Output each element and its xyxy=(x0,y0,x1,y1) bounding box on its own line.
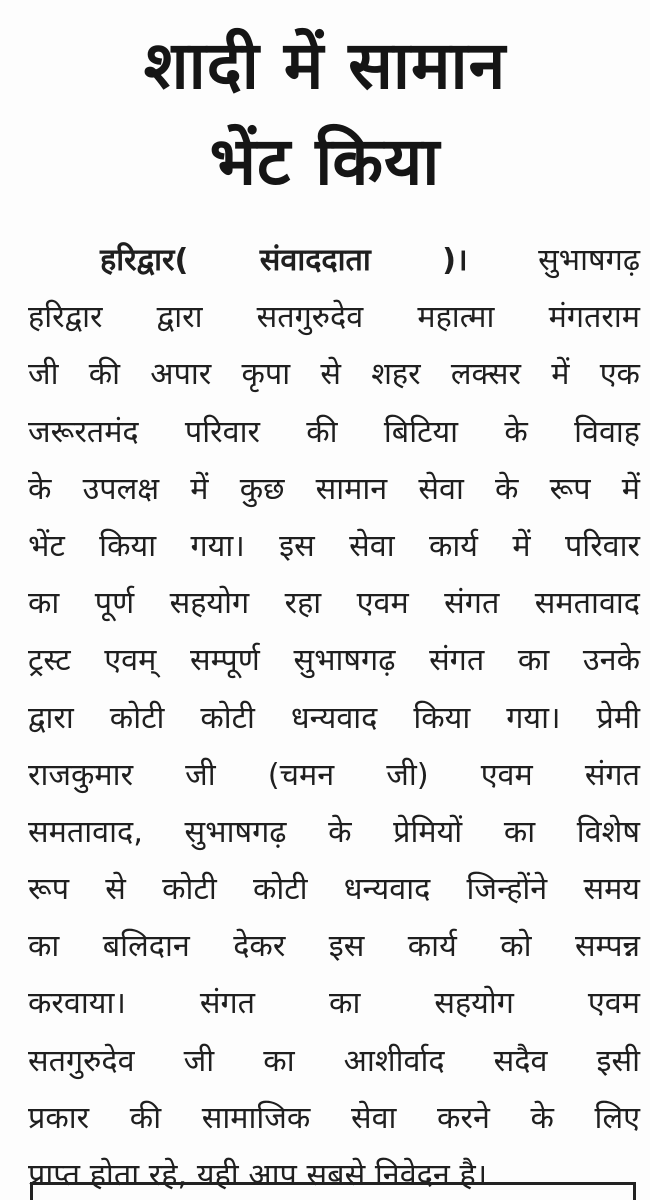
article-line: जी की अपार कृपा से शहर लक्सर में एक xyxy=(28,357,640,393)
article-line: समतावाद, सुभाषगढ़ के प्रेमियों का विशेष xyxy=(28,814,640,850)
article-line: राजकुमार जी (चमन जी) एवम संगत xyxy=(28,757,640,793)
article-line: ट्रस्ट एवम् सम्पूर्ण सुभाषगढ़ संगत का उनके xyxy=(28,643,640,679)
headline-line-1: शादी में सामान xyxy=(143,27,507,104)
headline-line-2: भेंट किया xyxy=(209,123,441,200)
article-line-text: सुभाषगढ़ xyxy=(538,243,640,278)
article-line: जरूरतमंद परिवार की बिटिया के विवाह xyxy=(28,414,640,450)
article-line: प्राप्त होता रहे, यही आप सबसे निवेदन है। xyxy=(28,1158,488,1193)
article-line: रूप से कोटी कोटी धन्यवाद जिन्होंने समय xyxy=(28,872,640,908)
article-line: का पूर्ण सहयोग रहा एवम संगत समतावाद xyxy=(28,586,640,622)
article-line: के उपलक्ष में कुछ सामान सेवा के रूप में xyxy=(28,471,640,507)
article-line: का बलिदान देकर इस कार्य को सम्पन्न xyxy=(28,929,640,965)
next-article-border xyxy=(30,1182,636,1200)
article-line: करवाया। संगत का सहयोग एवम xyxy=(28,986,640,1022)
article-line: सतगुरुदेव जी का आशीर्वाद सदैव इसी xyxy=(28,1043,640,1079)
dateline: हरिद्वार( संवाददाता )। xyxy=(100,243,468,278)
article-body xyxy=(28,232,640,1200)
article-line xyxy=(28,232,640,289)
headline xyxy=(0,18,650,210)
article-line: भेंट किया गया। इस सेवा कार्य में परिवार xyxy=(28,528,640,564)
article-line: द्वारा कोटी कोटी धन्यवाद किया गया। प्रेमी xyxy=(28,700,640,736)
article-line: प्रकार की सामाजिक सेवा करने के लिए xyxy=(28,1100,640,1136)
article-line: हरिद्वार द्वारा सतगुरुदेव महात्मा मंगतराम xyxy=(28,300,640,336)
